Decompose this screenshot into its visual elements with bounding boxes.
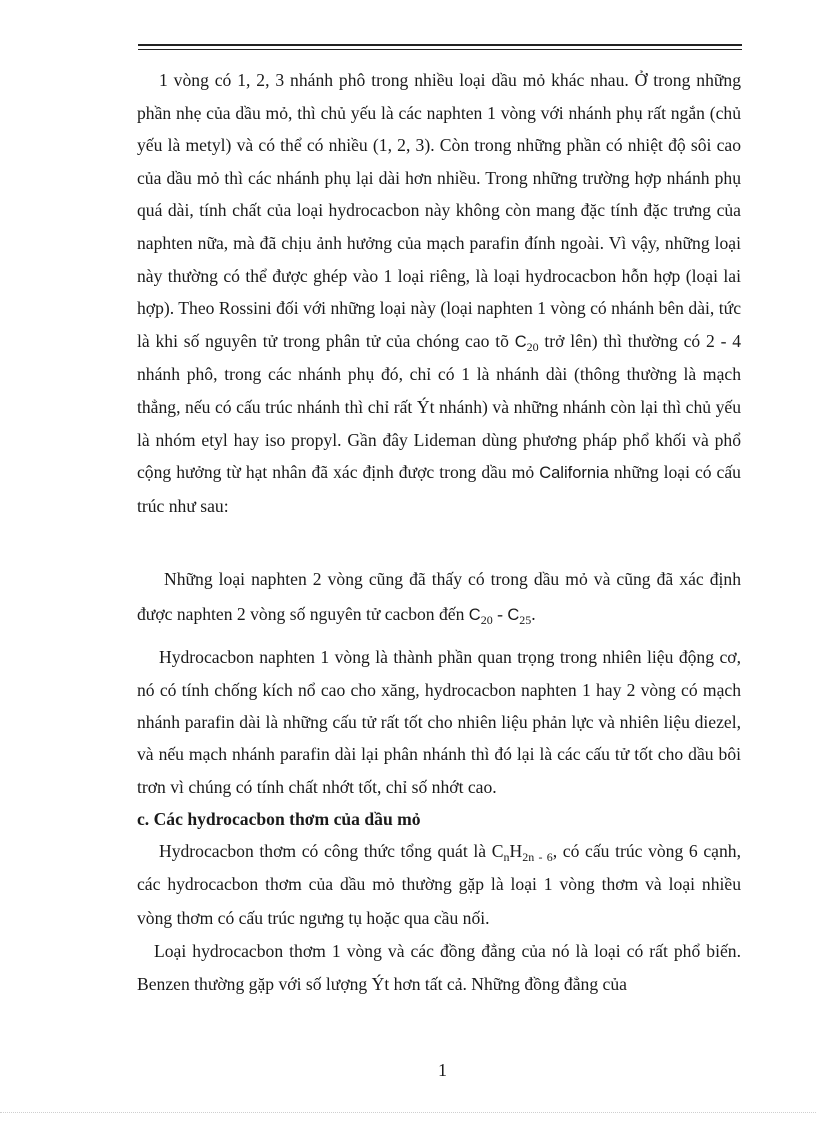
- header-rule: [138, 44, 742, 46]
- c25-subscript: 25: [519, 613, 532, 628]
- california-label: California: [539, 464, 609, 483]
- paragraph-2-end: .: [531, 604, 536, 625]
- document-page: [137, 64, 741, 1000]
- c20-subscript: 20: [526, 339, 539, 354]
- section-heading: c. Các hydrocacbon thơm của dầu mỏ: [137, 808, 421, 829]
- c20-subscript-2: 20: [480, 613, 493, 628]
- paragraph-3: Hydrocacbon naphten 1 vòng là thành phần quan trọng trong nhiên liệu động cơ, nó có tính chống kích nổ cao cho xăng, hydrocacbon naphten 1 hay 2 vòng có mạch nhánh parafin dài là những cấu tử rất tốt cho nhiên liệu phản lực và nhiên liệu diezel, và nếu mạch nhánh parafin dài lại phân nhánh thì đó lại là các cấu tử tốt cho dầu bôi trơn vì chúng có tính chất nhớt tốt, chỉ số nhớt cao.: [137, 647, 741, 797]
- page-bottom-border: [0, 1112, 816, 1113]
- paragraph-1: [137, 64, 741, 522]
- paragraph-1-text-b: trở lên) thì thường có 2 - 4 nhánh phô, trong các nhánh phụ đó, chỉ có 1 là nhánh dài (thông thường là mạch thẳng, nếu có cấu trúc nhánh thì chỉ rất Ýt nhánh) và những nhánh còn lại thì chủ yếu là nhóm etyl hay iso propyl. Gần đây Lideman dùng phương pháp phổ khối và phổ cộng hưởng từ hạt nhân đã xác định được trong dầu mỏ: [137, 330, 742, 483]
- formula-subscript: 2n - 6: [522, 849, 553, 864]
- formula-c: C: [491, 840, 504, 861]
- header-rule-thin: [138, 49, 742, 50]
- paragraph-1-text-a: 1 vòng có 1, 2, 3 nhánh phô trong nhiều loại dầu mỏ khác nhau. Ở trong những phần nhẹ của dầu mỏ, thì chủ yếu là các naphten 1 vòng với nhánh phụ rất ngắn (chủ yếu là metyl) và có thể có nhiều (1, 2, 3). Còn trong những phần có nhiệt độ sôi cao của dầu mỏ thì các nhánh phụ lại dài hơn nhiều. Trong những trường hợp nhánh phụ quá dài, tính chất của loại hydrocacbon này không còn mang đặc tính đặc trưng của naphten nữa, mà đã chịu ảnh hưởng của mạch parafin đính ngoài. Vì vậy, những loại này thường có thể được ghép vào 1 loại riêng, là loại hydrocacbon hỗn hợp (loại lai hợp). Theo Rossini đối với những loại này (loại naphten 1 vòng có nhánh bên dài, tức là khi số nguyên tử trong phân tử của chóng cao tõ: [137, 70, 741, 351]
- c25-symbol: C: [507, 606, 520, 625]
- c20-symbol: C: [514, 332, 527, 351]
- page-number: 1: [438, 1060, 447, 1080]
- paragraph-2: [137, 562, 741, 633]
- paragraph-2-text-a: Những loại naphten 2 vòng cũng đã thấy có trong dầu mỏ và cũng đã xác định được naphten 2 vòng số nguyên tử cacbon đến: [137, 569, 741, 625]
- paragraph-5: Loại hydrocacbon thơm 1 vòng và các đồng đẳng của nó là loại có rất phổ biến. Benzen thường gặp với số lượng Ýt hơn tất cả. Những đồng đẳng của: [137, 941, 741, 994]
- c20-symbol-2: C: [468, 606, 481, 625]
- paragraph-4: [137, 835, 741, 936]
- paragraph-4-text-b: , có cấu trúc vòng 6 cạnh, các hydrocacbon thơm của dầu mỏ thường gặp là loại 1 vòng thơm và loại nhiều vòng thơm có cấu trúc ngưng tụ hoặc qua cầu nối.: [137, 840, 741, 928]
- paragraph-1-text-c: những loại có cấu trúc như sau:: [137, 462, 741, 516]
- formula-h: H: [509, 840, 523, 861]
- paragraph-4-text-a: Hydrocacbon thơm có công thức tổng quát là: [159, 840, 492, 861]
- formula-n: n: [503, 849, 510, 864]
- range-dash: -: [492, 604, 508, 625]
